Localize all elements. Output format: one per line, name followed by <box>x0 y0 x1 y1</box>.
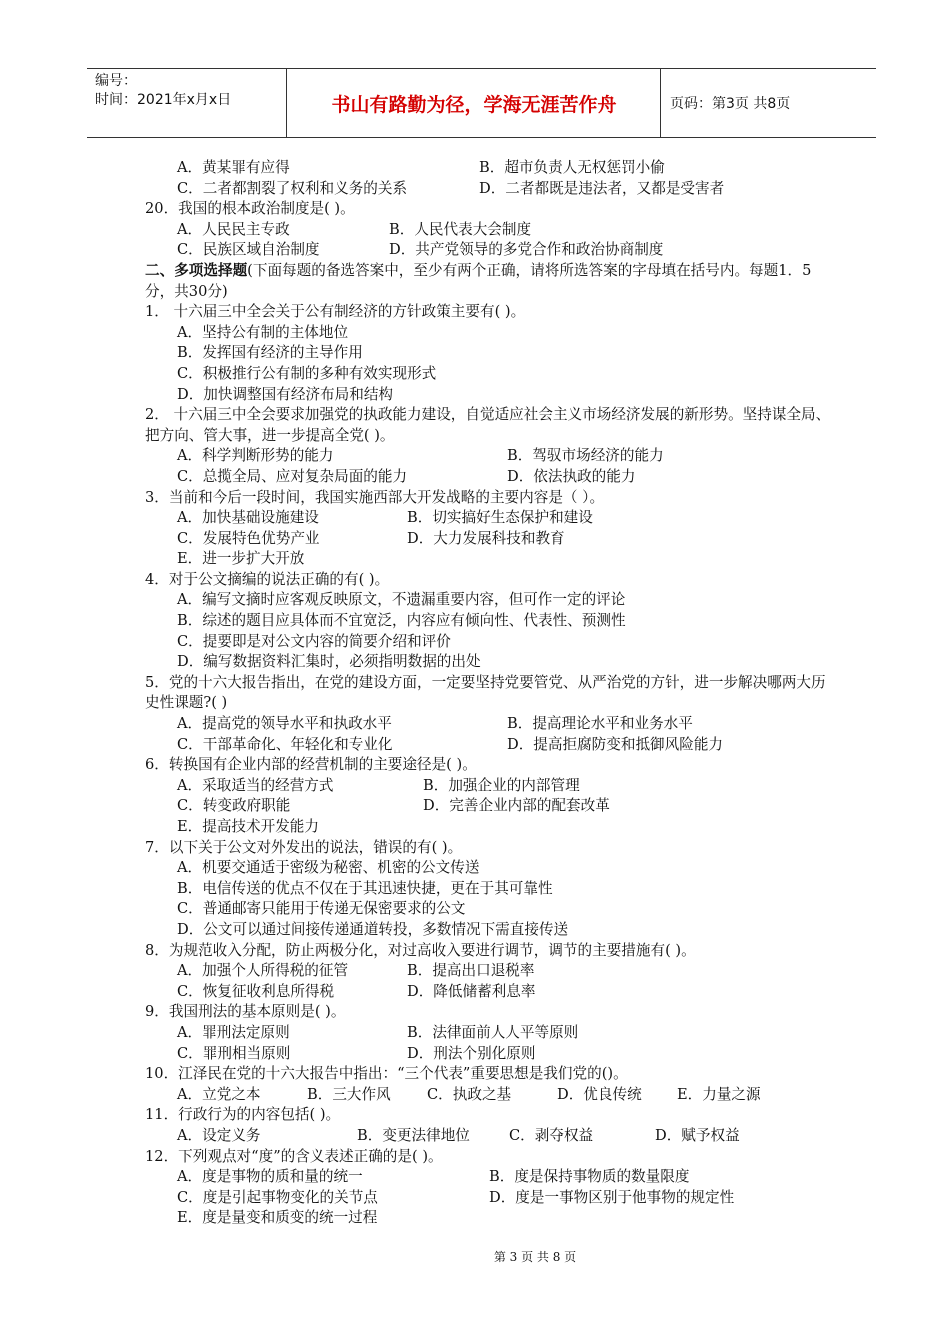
option: C．罪刑相当原则 <box>177 1044 291 1062</box>
option: A．编写文摘时应客观反映原文，不遗漏重要内容，但可作一定的评论 <box>177 591 626 609</box>
option: A．立党之本 <box>177 1085 261 1103</box>
option: D．完善企业内部的配套改革 <box>423 797 610 815</box>
question: 10．江泽民在党的十六大报告中指出：“三个代表”重要思想是我们党的()。 <box>145 1065 628 1083</box>
option: C．发展特色优势产业 <box>177 529 320 547</box>
option: A．罪刑法定原则 <box>177 1023 290 1041</box>
option: C．二者都割裂了权利和义务的关系 <box>177 179 408 197</box>
question: 6．转换国有企业内部的经营机制的主要途径是( )。 <box>145 756 477 774</box>
option: D．大力发展科技和教育 <box>407 529 565 547</box>
option: D．编写数据资料汇集时，必须指明数据的出处 <box>177 653 481 671</box>
option: B．发挥国有经济的主导作用 <box>177 344 363 362</box>
option: B．提高理论水平和业务水平 <box>507 715 693 733</box>
header-divider <box>286 69 287 137</box>
option: B．度是保持事物质的数量限度 <box>489 1168 690 1186</box>
question: 11．行政行为的内容包括( )。 <box>145 1106 341 1124</box>
header-motto: 书山有路勤为径，学海无涯苦作舟 <box>331 93 617 116</box>
option-row <box>145 529 835 550</box>
question: 12．下列观点对“度”的含义表述正确的是( )。 <box>145 1147 443 1165</box>
option: A．加强个人所得税的征管 <box>177 962 349 980</box>
option: C．执政之基 <box>427 1085 512 1103</box>
option: B．切实搞好生态保护和建设 <box>407 509 593 527</box>
option: C．转变政府职能 <box>177 797 291 815</box>
option: A．人民民主专政 <box>177 220 290 238</box>
option: A．加快基础设施建设 <box>177 509 319 527</box>
option: B．人民代表大会制度 <box>389 220 532 238</box>
option-row <box>145 467 835 488</box>
option: A．提高党的领导水平和执政水平 <box>177 715 392 733</box>
section-heading <box>145 261 835 302</box>
option: A．科学判断形势的能力 <box>177 447 334 465</box>
document-body <box>145 158 835 1229</box>
section-instructions: (下面每题的备选答案中，至少有两个正确，请将所选答案的字母填在括号内。每题1．5分，共30分) <box>145 261 812 300</box>
option: E．力量之源 <box>677 1085 761 1103</box>
option-row <box>145 1188 835 1209</box>
option: D．降低储蓄利息率 <box>407 982 536 1000</box>
option: D．度是一事物区别于他事物的规定性 <box>489 1188 735 1206</box>
number-label: 编号： <box>95 73 137 89</box>
option: D．提高拒腐防变和抵御风险能力 <box>507 735 724 753</box>
option: B．加强企业的内部管理 <box>423 776 580 794</box>
header-meta <box>95 72 231 110</box>
option: A．度是事物的质和量的统一 <box>177 1168 363 1186</box>
option-row <box>145 776 835 797</box>
option: C．恢复征收利息所得税 <box>177 982 335 1000</box>
header-divider <box>660 69 661 137</box>
question: 3．当前和今后一段时间，我国实施西部大开发战略的主要内容是（ ）。 <box>145 488 605 506</box>
option: B．驾驭市场经济的能力 <box>507 447 664 465</box>
question: 9．我国刑法的基本原则是( )。 <box>145 1003 346 1021</box>
header-page-label: 页码：第3页 共8页 <box>670 96 791 112</box>
option-row <box>145 1167 835 1188</box>
question: 5．党的十六大报告指出，在党的建设方面，一定要坚持党要管党、从严治党的方针，进一步解决哪两大历史性课题?( ) <box>145 673 826 712</box>
option: E．进一步扩大开放 <box>177 550 305 568</box>
option: A．坚持公有制的主体地位 <box>177 323 349 341</box>
option: B．电信传送的优点不仅在于其迅速快捷，更在于其可靠性 <box>177 879 553 897</box>
option: B．超市负责人无权惩罚小偷 <box>479 159 665 176</box>
question: 4．对于公文摘编的说法正确的有( )。 <box>145 570 390 588</box>
option: C．提要即是对公文内容的简要介绍和评价 <box>177 632 451 650</box>
option-row <box>145 1044 835 1065</box>
question: 7．以下关于公文对外发出的说法，错误的有( )。 <box>145 838 463 856</box>
option-row <box>145 714 835 735</box>
option: A．设定义务 <box>177 1126 261 1144</box>
option-row <box>145 1023 835 1044</box>
option: D．赋予权益 <box>655 1126 740 1144</box>
option: D．刑法个别化原则 <box>407 1044 536 1062</box>
option: D．依法执政的能力 <box>507 467 636 485</box>
option: E．度是量变和质变的统一过程 <box>177 1209 378 1227</box>
question: 2． 十六届三中全会要求加强党的执政能力建设，自觉适应社会主义市场经济发展的新形势。坚持谋全局、把方向、管大事，进一步提高全党( )。 <box>145 406 831 444</box>
option-row <box>145 220 835 241</box>
option: D．二者都既是违法者，又都是受害者 <box>479 179 725 197</box>
option: C．普通邮寄只能用于传递无保密要求的公文 <box>177 900 466 918</box>
option: B．提高出口退税率 <box>407 962 535 980</box>
option-row <box>145 179 835 200</box>
option: B．三大作风 <box>307 1085 391 1103</box>
option-row <box>145 982 835 1003</box>
option-row <box>145 1085 835 1106</box>
option: D．公文可以通过间接传递通道转投，多数情况下需直接传送 <box>177 920 569 938</box>
option-row <box>145 446 835 467</box>
option: D．加快调整国有经济布局和结构 <box>177 385 394 403</box>
option: C．总揽全局、应对复杂局面的能力 <box>177 467 408 485</box>
option-row <box>145 735 835 756</box>
option-row <box>145 240 835 261</box>
question: 20．我国的根本政治制度是( )。 <box>145 200 355 218</box>
option-row <box>145 961 835 982</box>
option: C．度是引起事物变化的关节点 <box>177 1188 378 1206</box>
option: B．法律面前人人平等原则 <box>407 1023 579 1041</box>
option-row <box>145 796 835 817</box>
option: A．采取适当的经营方式 <box>177 776 334 794</box>
option: B．综述的题目应具体而不宜宽泛，内容应有倾向性、代表性、预测性 <box>177 612 626 630</box>
page-footer: 第 3 页 共 8 页 <box>493 1250 577 1264</box>
option-row <box>145 1126 835 1147</box>
option: A．机要交通适于密级为秘密、机密的公文传送 <box>177 859 480 877</box>
option: D．共产党领导的多党合作和政治协商制度 <box>389 241 664 259</box>
option: E．提高技术开发能力 <box>177 818 319 835</box>
option-row <box>145 508 835 529</box>
section-title: 二、多项选择题 <box>145 261 248 279</box>
option-row <box>145 158 835 179</box>
option: A．黄某罪有应得 <box>177 159 290 176</box>
page-header <box>87 68 876 138</box>
option: C．干部革命化、年轻化和专业化 <box>177 735 393 753</box>
option: C．积极推行公有制的多种有效实现形式 <box>177 364 437 382</box>
option: D．优良传统 <box>557 1085 642 1103</box>
question: 8．为规范收入分配，防止两极分化，对过高收入要进行调节，调节的主要措施有( )。 <box>145 941 696 959</box>
question: 1． 十六届三中全会关于公有制经济的方针政策主要有( )。 <box>145 303 526 321</box>
option: C．剥夺权益 <box>509 1126 594 1144</box>
option: B．变更法律地位 <box>357 1126 470 1144</box>
option: C．民族区域自治制度 <box>177 241 320 259</box>
time-label: 时间：2021年x月x日 <box>95 92 232 108</box>
